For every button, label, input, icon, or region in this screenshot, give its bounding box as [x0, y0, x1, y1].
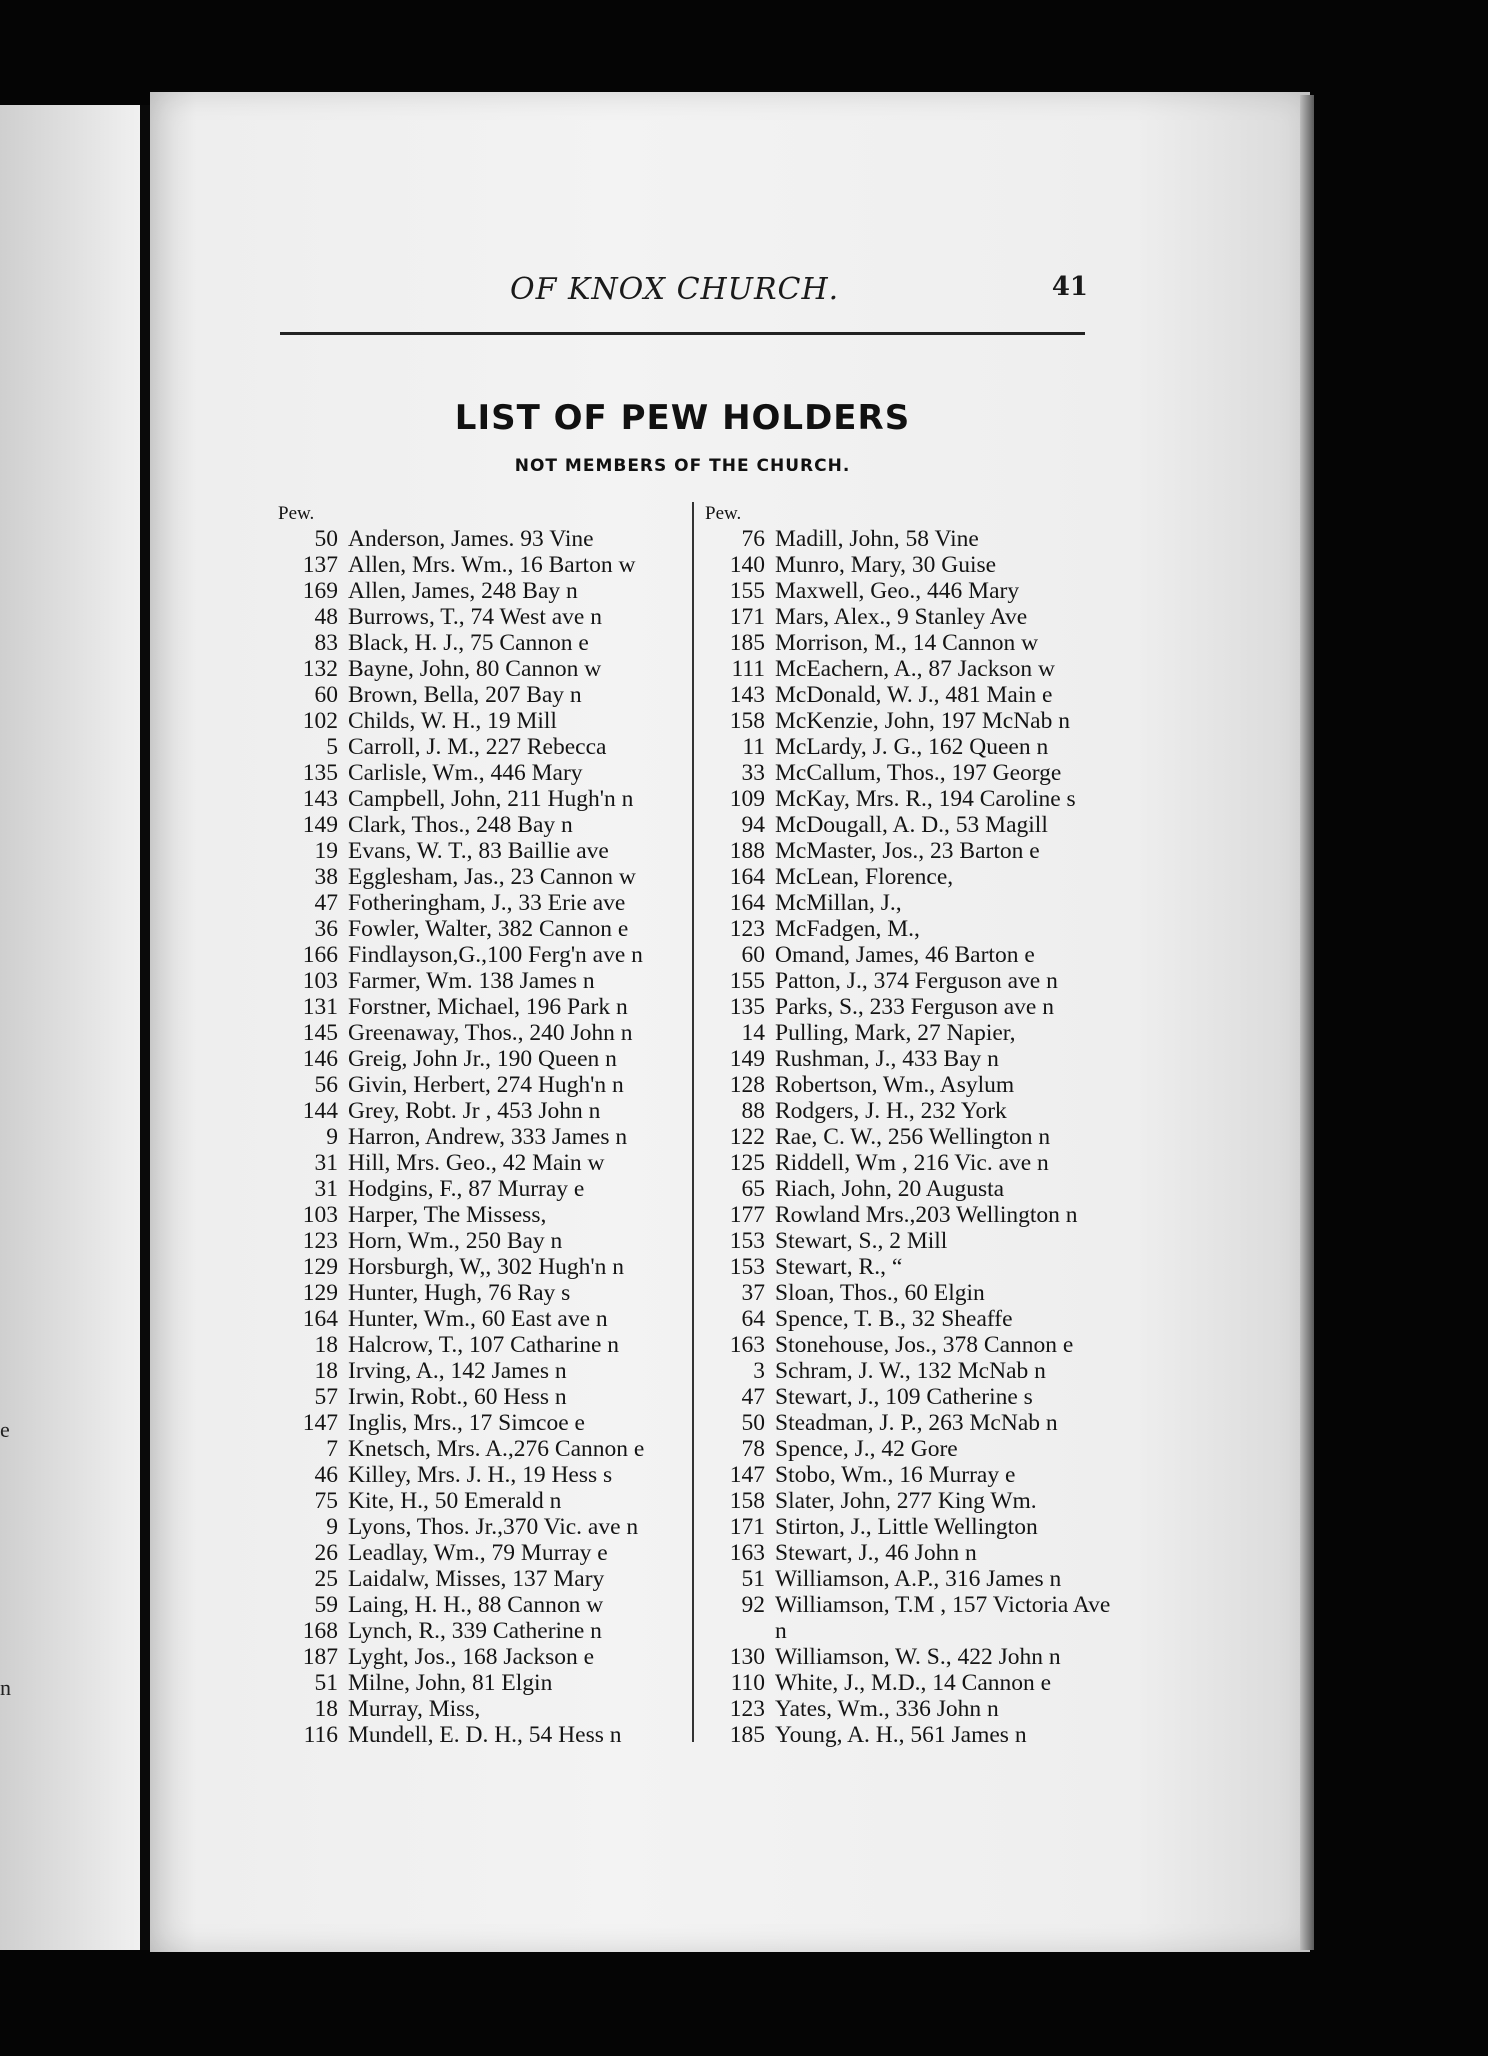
pew-number: 123	[302, 1228, 338, 1254]
page-edge-shadow	[1300, 95, 1314, 1950]
pew-holder-row	[705, 1488, 1115, 1514]
facing-page-fragment: e	[0, 1417, 10, 1442]
pew-holder-row	[705, 1202, 1115, 1228]
pew-holder-row	[278, 1072, 668, 1098]
pew-holder-row	[705, 1046, 1115, 1072]
pew-number: 51	[741, 1566, 765, 1592]
pew-holder-row	[705, 1228, 1115, 1254]
pew-holder-row	[278, 1280, 668, 1306]
pew-holder-row	[705, 864, 1115, 890]
pew-holder-row	[705, 1514, 1115, 1540]
pew-holder-row	[705, 1124, 1115, 1150]
pew-holder-row	[278, 1046, 668, 1072]
pew-holder-row	[705, 1072, 1115, 1098]
pew-holder-row	[278, 1566, 668, 1592]
pew-holder-name: Rushman, J., 433 Bay n	[775, 1046, 999, 1072]
pew-holder-name: Morrison, M., 14 Cannon w	[775, 630, 1039, 656]
pew-holder-name: Fowler, Walter, 382 Cannon e	[348, 916, 629, 942]
pew-holder-row	[278, 1540, 668, 1566]
pew-number: 153	[729, 1254, 765, 1280]
pew-number: 7	[326, 1436, 338, 1462]
pew-holder-row	[705, 838, 1115, 864]
pew-holder-name: Stewart, J., 109 Catherine s	[775, 1384, 1033, 1410]
pew-number: 25	[314, 1566, 338, 1592]
pew-number: 143	[302, 786, 338, 812]
pew-holder-name: Harper, The Missess,	[348, 1202, 547, 1228]
pew-holder-name: Parks, S., 233 Ferguson ave n	[775, 994, 1054, 1020]
pew-number: 31	[314, 1150, 338, 1176]
pew-holder-name: Grey, Robt. Jr , 453 John n	[348, 1098, 601, 1124]
pew-holder-row	[278, 916, 668, 942]
pew-holder-name: Lynch, R., 339 Catherine n	[348, 1618, 602, 1644]
pew-holder-row	[278, 1514, 668, 1540]
pew-holder-name: Childs, W. H., 19 Mill	[348, 708, 557, 734]
pew-holder-name: White, J., M.D., 14 Cannon e	[775, 1670, 1052, 1696]
pew-holder-row	[278, 1488, 668, 1514]
pew-holder-row	[278, 1202, 668, 1228]
pew-holder-name: Halcrow, T., 107 Catharine n	[348, 1332, 620, 1358]
pew-number: 33	[741, 760, 765, 786]
page-subtitle: NOT MEMBERS OF THE CHURCH.	[514, 456, 851, 476]
pew-number: 187	[302, 1644, 338, 1670]
pew-holder-row	[705, 1566, 1115, 1592]
pew-number: 171	[729, 604, 765, 630]
pew-number: 188	[729, 838, 765, 864]
pew-holder-name: Williamson, T.M , 157 Victoria Ave n	[775, 1592, 1111, 1644]
pew-number: 50	[314, 526, 338, 552]
pew-holder-row	[278, 552, 668, 578]
pew-holder-name: Carroll, J. M., 227 Rebecca	[348, 734, 607, 760]
pew-holder-name: Greig, John Jr., 190 Queen n	[348, 1046, 617, 1072]
pew-holder-row	[705, 1644, 1115, 1670]
pew-number: 135	[302, 760, 338, 786]
pew-column-header: Pew.	[705, 503, 742, 524]
pew-number: 31	[314, 1176, 338, 1202]
pew-holder-row	[705, 1384, 1115, 1410]
pew-holder-row	[278, 1150, 668, 1176]
pew-holder-row	[278, 682, 668, 708]
pew-holder-name: Schram, J. W., 132 McNab n	[775, 1358, 1046, 1384]
pew-holder-row	[705, 552, 1115, 578]
pew-number: 128	[729, 1072, 765, 1098]
pew-holder-row	[278, 890, 668, 916]
pew-holder-row	[278, 734, 668, 760]
pew-number: 48	[314, 604, 338, 630]
pew-holder-row	[278, 1592, 668, 1618]
pew-holder-name: Greenaway, Thos., 240 John n	[348, 1020, 633, 1046]
pew-holder-name: Spence, J., 42 Gore	[775, 1436, 958, 1462]
pew-holder-name: Irving, A., 142 James n	[348, 1358, 567, 1384]
pew-number: 59	[314, 1592, 338, 1618]
pew-holder-row	[705, 682, 1115, 708]
pew-number: 140	[729, 552, 765, 578]
pew-number: 78	[741, 1436, 765, 1462]
pew-holder-row	[278, 604, 668, 630]
pew-holder-row	[705, 890, 1115, 916]
pew-holder-row	[278, 942, 668, 968]
pew-number: 18	[314, 1332, 338, 1358]
pew-number: 75	[314, 1488, 338, 1514]
pew-holder-name: Irwin, Robt., 60 Hess n	[348, 1384, 567, 1410]
pew-holder-row	[705, 1306, 1115, 1332]
pew-holder-name: Forstner, Michael, 196 Park n	[348, 994, 628, 1020]
pew-number: 18	[314, 1358, 338, 1384]
pew-number: 109	[729, 786, 765, 812]
pew-holder-name: Burrows, T., 74 West ave n	[348, 604, 602, 630]
pew-number: 129	[302, 1254, 338, 1280]
pew-holder-row	[278, 1020, 668, 1046]
pew-number: 129	[302, 1280, 338, 1306]
pew-holder-row	[705, 1696, 1115, 1722]
pew-number: 147	[302, 1410, 338, 1436]
running-header	[280, 272, 1088, 322]
pew-holder-name: Rodgers, J. H., 232 York	[775, 1098, 1007, 1124]
column-divider	[692, 502, 694, 1742]
page-number: 41	[1051, 272, 1088, 302]
pew-number: 130	[729, 1644, 765, 1670]
pew-number: 163	[729, 1332, 765, 1358]
pew-number: 166	[302, 942, 338, 968]
pew-holder-row	[705, 1670, 1115, 1696]
pew-number: 171	[729, 1514, 765, 1540]
pew-number: 65	[741, 1176, 765, 1202]
pew-holder-row	[705, 1150, 1115, 1176]
pew-holder-row	[278, 1722, 668, 1748]
pew-holder-row	[705, 604, 1115, 630]
pew-holder-row	[278, 526, 668, 552]
pew-holder-row	[705, 578, 1115, 604]
pew-number: 103	[302, 1202, 338, 1228]
pew-holder-name: Stonehouse, Jos., 378 Cannon e	[775, 1332, 1074, 1358]
pew-holder-row	[705, 1592, 1115, 1644]
pew-number: 102	[302, 708, 338, 734]
pew-holder-row	[705, 1254, 1115, 1280]
pew-number: 185	[729, 630, 765, 656]
pew-holder-name: Givin, Herbert, 274 Hugh'n n	[348, 1072, 624, 1098]
pew-holder-name: McDougall, A. D., 53 Magill	[775, 812, 1048, 838]
pew-holder-name: McCallum, Thos., 197 George	[775, 760, 1062, 786]
pew-holder-name: McLardy, J. G., 162 Queen n	[775, 734, 1049, 760]
pew-holder-name: Stewart, S., 2 Mill	[775, 1228, 948, 1254]
pew-number: 153	[729, 1228, 765, 1254]
facing-page-edge	[0, 105, 140, 1950]
pew-holder-row	[705, 708, 1115, 734]
pew-holder-row	[705, 1462, 1115, 1488]
pew-number: 19	[314, 838, 338, 864]
pew-holder-row	[705, 1410, 1115, 1436]
pew-number: 26	[314, 1540, 338, 1566]
page-title: LIST OF PEW HOLDERS	[454, 398, 911, 438]
pew-holder-name: Egglesham, Jas., 23 Cannon w	[348, 864, 636, 890]
pew-holder-name: Yates, Wm., 336 John n	[775, 1696, 999, 1722]
pew-number: 164	[729, 864, 765, 890]
pew-holder-name: Maxwell, Geo., 446 Mary	[775, 578, 1020, 604]
pew-holder-name: Lyght, Jos., 168 Jackson e	[348, 1644, 595, 1670]
pew-number: 135	[729, 994, 765, 1020]
pew-holder-row	[705, 994, 1115, 1020]
pew-number: 147	[729, 1462, 765, 1488]
pew-number: 9	[326, 1514, 338, 1540]
pew-holder-row	[705, 760, 1115, 786]
pew-holder-name: Leadlay, Wm., 79 Murray e	[348, 1540, 608, 1566]
pew-holder-name: McDonald, W. J., 481 Main e	[775, 682, 1053, 708]
pew-holder-name: Inglis, Mrs., 17 Simcoe e	[348, 1410, 585, 1436]
pew-holder-name: Black, H. J., 75 Cannon e	[348, 630, 589, 656]
pew-holder-row	[278, 838, 668, 864]
pew-number: 146	[302, 1046, 338, 1072]
pew-number: 92	[741, 1592, 765, 1618]
pew-holder-row	[705, 630, 1115, 656]
pew-holder-row	[278, 1436, 668, 1462]
pew-holder-row	[705, 1436, 1115, 1462]
pew-holder-row	[278, 864, 668, 890]
pew-holder-row	[705, 1722, 1115, 1748]
pew-holder-name: McKenzie, John, 197 McNab n	[775, 708, 1070, 734]
pew-holder-name: McMillan, J.,	[775, 890, 902, 916]
pew-number: 18	[314, 1696, 338, 1722]
pew-number: 137	[302, 552, 338, 578]
pew-holder-name: Madill, John, 58 Vine	[775, 526, 979, 552]
pew-holder-name: McMaster, Jos., 23 Barton e	[775, 838, 1040, 864]
pew-number: 3	[753, 1358, 765, 1384]
pew-number: 122	[729, 1124, 765, 1150]
pew-number: 168	[302, 1618, 338, 1644]
pew-holder-row	[278, 1124, 668, 1150]
pew-holder-row	[278, 1332, 668, 1358]
pew-holder-name: Omand, James, 46 Barton e	[775, 942, 1035, 968]
pew-column-header: Pew.	[278, 503, 315, 524]
pew-holder-name: Kite, H., 50 Emerald n	[348, 1488, 562, 1514]
pew-holder-row	[278, 1670, 668, 1696]
pew-holder-row	[278, 1696, 668, 1722]
pew-number: 123	[729, 1696, 765, 1722]
pew-number: 88	[741, 1098, 765, 1124]
pew-number: 123	[729, 916, 765, 942]
facing-page-fragment: n	[0, 1675, 11, 1700]
pew-holder-name: Robertson, Wm., Asylum	[775, 1072, 1015, 1098]
pew-holder-row	[278, 1228, 668, 1254]
pew-number: 57	[314, 1384, 338, 1410]
pew-holder-name: Laing, H. H., 88 Cannon w	[348, 1592, 604, 1618]
pew-number: 56	[314, 1072, 338, 1098]
pew-holder-name: McEachern, A., 87 Jackson w	[775, 656, 1055, 682]
pew-holder-name: McFadgen, M.,	[775, 916, 920, 942]
right-column	[705, 502, 1115, 1748]
pew-holder-name: Clark, Thos., 248 Bay n	[348, 812, 573, 838]
pew-number: 163	[729, 1540, 765, 1566]
pew-number: 158	[729, 1488, 765, 1514]
pew-holder-row	[705, 1540, 1115, 1566]
pew-holder-row	[705, 968, 1115, 994]
pew-number: 155	[729, 968, 765, 994]
pew-holder-name: Lyons, Thos. Jr.,370 Vic. ave n	[348, 1514, 639, 1540]
pew-holder-name: Riddell, Wm , 216 Vic. ave n	[775, 1150, 1049, 1176]
pew-number: 37	[741, 1280, 765, 1306]
pew-number: 60	[314, 682, 338, 708]
pew-holder-name: Patton, J., 374 Ferguson ave n	[775, 968, 1058, 994]
pew-number: 132	[302, 656, 338, 682]
pew-holder-name: Steadman, J. P., 263 McNab n	[775, 1410, 1058, 1436]
pew-holder-row	[705, 1176, 1115, 1202]
pew-holder-name: Stobo, Wm., 16 Murray e	[775, 1462, 1016, 1488]
pew-holder-name: Young, A. H., 561 James n	[775, 1722, 1027, 1748]
pew-holder-row	[705, 812, 1115, 838]
pew-holder-name: Hodgins, F., 87 Murray e	[348, 1176, 585, 1202]
pew-holder-row	[278, 786, 668, 812]
pew-holder-name: Hunter, Wm., 60 East ave n	[348, 1306, 608, 1332]
pew-number: 131	[302, 994, 338, 1020]
pew-holder-name: McKay, Mrs. R., 194 Caroline s	[775, 786, 1076, 812]
pew-holder-name: Laidalw, Misses, 137 Mary	[348, 1566, 605, 1592]
pew-holder-row	[278, 1462, 668, 1488]
pew-holder-name: Williamson, A.P., 316 James n	[775, 1566, 1062, 1592]
pew-holder-row	[278, 656, 668, 682]
pew-holder-row	[278, 708, 668, 734]
pew-holder-row	[278, 1384, 668, 1410]
pew-holder-name: Campbell, John, 211 Hugh'n n	[348, 786, 634, 812]
pew-holder-name: Munro, Mary, 30 Guise	[775, 552, 997, 578]
pew-number: 11	[742, 734, 765, 760]
pew-number: 51	[314, 1670, 338, 1696]
pew-number: 177	[729, 1202, 765, 1228]
pew-holder-row	[705, 526, 1115, 552]
pew-number: 111	[731, 656, 765, 682]
pew-holder-row	[278, 1358, 668, 1384]
pew-holder-name: Bayne, John, 80 Cannon w	[348, 656, 602, 682]
pew-number: 155	[729, 578, 765, 604]
pew-holder-row	[278, 812, 668, 838]
pew-holder-name: Murray, Miss,	[348, 1696, 481, 1722]
pew-number: 36	[314, 916, 338, 942]
pew-number: 47	[314, 890, 338, 916]
pew-number: 143	[729, 682, 765, 708]
pew-number: 116	[303, 1722, 338, 1748]
pew-holder-name: Stirton, J., Little Wellington	[775, 1514, 1038, 1540]
pew-holder-row	[705, 1358, 1115, 1384]
pew-holder-name: Slater, John, 277 King Wm.	[775, 1488, 1037, 1514]
pew-holder-row	[278, 630, 668, 656]
pew-number: 185	[729, 1722, 765, 1748]
pew-holder-row	[705, 1098, 1115, 1124]
pew-holder-name: Killey, Mrs. J. H., 19 Hess s	[348, 1462, 613, 1488]
pew-number: 60	[741, 942, 765, 968]
pew-holder-name: Williamson, W. S., 422 John n	[775, 1644, 1061, 1670]
pew-number: 144	[302, 1098, 338, 1124]
pew-holder-row	[278, 1098, 668, 1124]
pew-holder-row	[278, 994, 668, 1020]
pew-holder-name: Carlisle, Wm., 446 Mary	[348, 760, 583, 786]
pew-holder-name: Milne, John, 81 Elgin	[348, 1670, 553, 1696]
pew-holder-row	[705, 1020, 1115, 1046]
pew-number: 14	[741, 1020, 765, 1046]
pew-holder-row	[278, 1618, 668, 1644]
pew-number: 164	[729, 890, 765, 916]
pew-number: 38	[314, 864, 338, 890]
pew-number: 47	[741, 1384, 765, 1410]
pew-holder-row	[705, 916, 1115, 942]
pew-holder-row	[705, 656, 1115, 682]
pew-holder-row	[278, 1306, 668, 1332]
pew-number: 64	[741, 1306, 765, 1332]
pew-number: 9	[326, 1124, 338, 1150]
pew-holder-row	[278, 968, 668, 994]
pew-holder-row	[278, 578, 668, 604]
pew-holder-row	[278, 1644, 668, 1670]
pew-holder-name: Rae, C. W., 256 Wellington n	[775, 1124, 1051, 1150]
pew-holder-name: Allen, Mrs. Wm., 16 Barton w	[348, 552, 636, 578]
pew-holder-name: Anderson, James. 93 Vine	[348, 526, 594, 552]
pew-number: 169	[302, 578, 338, 604]
pew-holder-name: Stewart, J., 46 John n	[775, 1540, 977, 1566]
pew-holder-name: Allen, James, 248 Bay n	[348, 578, 578, 604]
pew-holder-row	[278, 1410, 668, 1436]
pew-holder-row	[705, 734, 1115, 760]
pew-holder-row	[705, 942, 1115, 968]
pew-holder-name: Harron, Andrew, 333 James n	[348, 1124, 628, 1150]
pew-holder-row	[278, 760, 668, 786]
pew-holder-name: Riach, John, 20 Augusta	[775, 1176, 1005, 1202]
pew-holder-name: Sloan, Thos., 60 Elgin	[775, 1280, 985, 1306]
pew-holder-name: Hill, Mrs. Geo., 42 Main w	[348, 1150, 605, 1176]
pew-holder-name: Stewart, R., “	[775, 1254, 903, 1280]
running-title: OF KNOX CHURCH.	[510, 272, 840, 307]
pew-holder-name: Brown, Bella, 207 Bay n	[348, 682, 582, 708]
pew-holder-name: Knetsch, Mrs. A.,276 Cannon e	[348, 1436, 645, 1462]
pew-number: 149	[729, 1046, 765, 1072]
pew-number: 145	[302, 1020, 338, 1046]
pew-holder-row	[705, 1332, 1115, 1358]
header-rule	[280, 332, 1085, 335]
pew-number: 158	[729, 708, 765, 734]
pew-number: 46	[314, 1462, 338, 1488]
pew-number: 83	[314, 630, 338, 656]
pew-number: 149	[302, 812, 338, 838]
pew-holder-name: Evans, W. T., 83 Baillie ave	[348, 838, 609, 864]
pew-holder-name: Farmer, Wm. 138 James n	[348, 968, 595, 994]
pew-holder-name: McLean, Florence,	[775, 864, 954, 890]
pew-holder-name: Hunter, Hugh, 76 Ray s	[348, 1280, 571, 1306]
pew-holder-name: Findlayson,G.,100 Ferg'n ave n	[348, 942, 643, 968]
pew-holder-row	[278, 1176, 668, 1202]
left-column	[278, 502, 668, 1748]
pew-holder-name: Rowland Mrs.,203 Wellington n	[775, 1202, 1078, 1228]
pew-number: 76	[741, 526, 765, 552]
pew-holder-row	[705, 1280, 1115, 1306]
pew-holder-name: Spence, T. B., 32 Sheaffe	[775, 1306, 1013, 1332]
pew-number: 164	[302, 1306, 338, 1332]
pew-number: 103	[302, 968, 338, 994]
pew-holder-row	[705, 786, 1115, 812]
pew-holder-name: Horsburgh, W,, 302 Hugh'n n	[348, 1254, 625, 1280]
pew-number: 110	[730, 1670, 765, 1696]
pew-number: 94	[741, 812, 765, 838]
pew-holder-name: Mundell, E. D. H., 54 Hess n	[348, 1722, 622, 1748]
pew-holder-name: Fotheringham, J., 33 Erie ave	[348, 890, 626, 916]
pew-number: 5	[326, 734, 338, 760]
pew-holder-row	[278, 1254, 668, 1280]
pew-number: 125	[729, 1150, 765, 1176]
pew-holder-name: Horn, Wm., 250 Bay n	[348, 1228, 563, 1254]
pew-number: 50	[741, 1410, 765, 1436]
pew-holder-name: Pulling, Mark, 27 Napier,	[775, 1020, 1016, 1046]
pew-holder-name: Mars, Alex., 9 Stanley Ave	[775, 604, 1028, 630]
